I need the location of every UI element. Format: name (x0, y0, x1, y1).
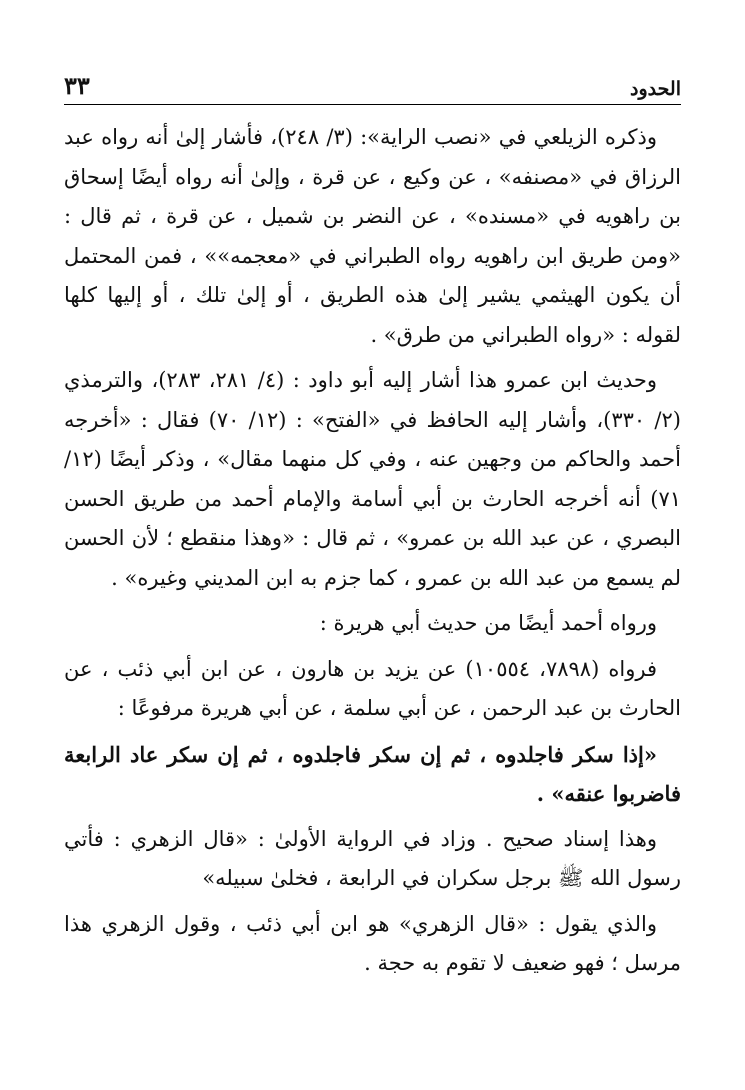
header-rule (64, 104, 681, 105)
page-header (64, 60, 681, 100)
hadith-text: «إذا سكر فاجلدوه ، ثم إن سكر فاجلدوه ، ثم إن سكر عاد الرابعة فاضربوا عنقه» . (64, 741, 681, 806)
paragraph-ahmad-abu-hurayra: ورواه أحمد أيضًا من حديث أبي هريرة : (319, 611, 657, 635)
paragraph-zuhri-addition: وهذا إسناد صحيح . وزاد في الرواية الأولىٰ : «قال الزهري : فأتي رسول الله ﷺ برجل سكران في الرابعة ، فخلىٰ سبيله» (64, 826, 681, 890)
running-title: الحدود (630, 78, 681, 100)
page-body (64, 118, 681, 990)
paragraph-ibn-amr-hadith: وحديث ابن عمرو هذا أشار إليه أبو داود : (٤/ ٢٨١، ٢٨٣)، والترمذي (٢/ ٣٣٠)، وأشار إليه الحافظ في «الفتح» : (١٢/ ٧٠) فقال : «أخرجه أحمد والحاكم من وجهين عنه ، وفي كل منهما مقال» ، وذكر أيضًا (١٢/ ٧١) أنه أخرجه الحارث بن أبي أسامة والإمام أحمد من طريق الحسن البصري ، عن عبد الله بن عمرو» ، ثم قال : «وهذا منقطع ؛ لأن الحسن لم يسمع من عبد الله بن عمرو ، كما جزم به ابن المديني وغيره» . (64, 368, 681, 590)
paragraph-isnad: فرواه (٧٨٩٨، ١٠٥٥٤) عن يزيد بن هارون ، عن ابن أبي ذئب ، عن الحارث بن عبد الرحمن ، عن أبي سلمة ، عن أبي هريرة مرفوعًا : (64, 656, 681, 720)
paragraph-mursal: والذي يقول : «قال الزهري» هو ابن أبي ذئب ، وقول الزهري هذا مرسل ؛ فهو ضعيف لا تقوم به حجة . (64, 911, 681, 975)
paragraph-zaylai: وذكره الزيلعي في «نصب الراية»: (٣/ ٢٤٨)، فأشار إلىٰ أنه رواه عبد الرزاق في «مصنفه» ، عن وكيع ، عن قرة ، وإلىٰ أنه رواه أيضًا إسحاق بن راهويه في «مسنده» ، عن النضر بن شميل ، عن قرة ، ثم قال : «ومن طريق ابن راهويه رواه الطبراني في «معجمه»» ، فمن المحتمل أن يكون الهيثمي يشير إلىٰ هذه الطريق ، أو إلىٰ تلك ، أو إليها كلها لقوله : «رواه الطبراني من طرق» . (64, 125, 681, 347)
page-number: ٣٣ (64, 71, 90, 100)
